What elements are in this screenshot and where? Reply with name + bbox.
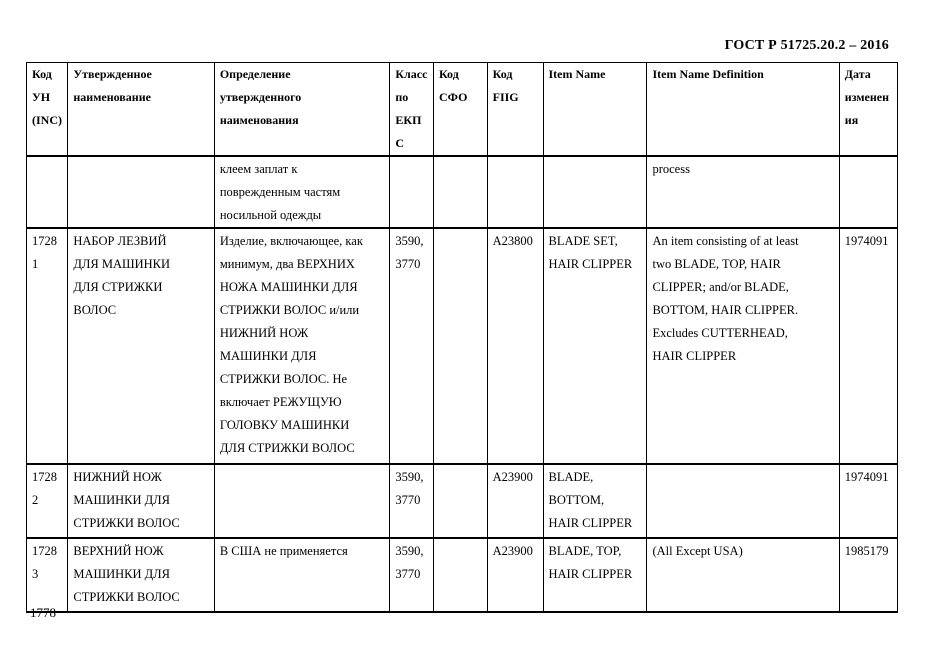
column-header-approved-name: Утвержденное наименование (68, 63, 214, 157)
cell-item-name-definition: An item consisting of at least two BLADE, TOP, HAIR CLIPPER; and/or BLADE, BOTTOM, HAIR CLIPPER. Excludes CUTTERHEAD, HAIR CLIPPER (647, 228, 839, 464)
cell-definition: В США не применяется (214, 538, 390, 612)
column-header-item-name-definition: Item Name Definition (647, 63, 839, 157)
cell-change-date: 1974091 (839, 464, 897, 538)
cell-change-date (839, 156, 897, 228)
cell-change-date: 1985179 (839, 538, 897, 612)
cell-sfo-code (433, 538, 487, 612)
cell-class: 3590, 3770 (390, 228, 434, 464)
page-number: 1778 (30, 605, 56, 620)
cell-item-name: BLADE, BOTTOM, HAIR CLIPPER (543, 464, 647, 538)
table-row (27, 156, 898, 228)
cell-item-name-definition: (All Except USA) (647, 538, 839, 612)
cell-fiig-code: A23900 (487, 464, 543, 538)
document-code-header: ГОСТ Р 51725.20.2 – 2016 (724, 38, 889, 53)
table-header-row (27, 63, 898, 157)
table-row (27, 228, 898, 464)
cell-fiig-code: A23900 (487, 538, 543, 612)
cell-fiig-code: A23800 (487, 228, 543, 464)
column-header-class: Класс по ЕКПС (390, 63, 434, 157)
cell-definition (214, 464, 390, 538)
table-row (27, 538, 898, 612)
cell-class: 3590, 3770 (390, 538, 434, 612)
cell-approved-name: НАБОР ЛЕЗВИЙ ДЛЯ МАШИНКИ ДЛЯ СТРИЖКИ ВОЛОС (68, 228, 214, 464)
cell-item-name: BLADE SET, HAIR CLIPPER (543, 228, 647, 464)
column-header-change-date: Дата изменен ия (839, 63, 897, 157)
table-row (27, 464, 898, 538)
cell-change-date: 1974091 (839, 228, 897, 464)
cell-fiig-code (487, 156, 543, 228)
column-header-fiig-code: Код FIIG (487, 63, 543, 157)
cell-sfo-code (433, 156, 487, 228)
cell-sfo-code (433, 228, 487, 464)
column-header-definition: Определение утвержденного наименования (214, 63, 390, 157)
cell-item-name: BLADE, TOP, HAIR CLIPPER (543, 538, 647, 612)
cell-inc: 17282 (27, 464, 68, 538)
cell-approved-name: НИЖНИЙ НОЖ МАШИНКИ ДЛЯ СТРИЖКИ ВОЛОС (68, 464, 214, 538)
cell-inc: 17283 (27, 538, 68, 612)
column-header-inc: Код УН (INC) (27, 63, 68, 157)
cell-item-name-definition (647, 464, 839, 538)
cell-item-name-definition: process (647, 156, 839, 228)
cell-class: 3590, 3770 (390, 464, 434, 538)
cell-sfo-code (433, 464, 487, 538)
column-header-sfo-code: Код СФО (433, 63, 487, 157)
cell-inc: 17281 (27, 228, 68, 464)
item-names-table (26, 62, 898, 613)
cell-class (390, 156, 434, 228)
cell-definition: Изделие, включающее, как минимум, два ВЕРХНИХ НОЖА МАШИНКИ ДЛЯ СТРИЖКИ ВОЛОС и/или НИЖНИЙ НОЖ МАШИНКИ ДЛЯ СТРИЖКИ ВОЛОС. Не включает РЕЖУЩУЮ ГОЛОВКУ МАШИНКИ ДЛЯ СТРИЖКИ ВОЛОС (214, 228, 390, 464)
cell-approved-name: ВЕРХНИЙ НОЖ МАШИНКИ ДЛЯ СТРИЖКИ ВОЛОС (68, 538, 214, 612)
cell-inc (27, 156, 68, 228)
column-header-item-name: Item Name (543, 63, 647, 157)
cell-definition: клеем заплат к поврежденным частям носильной одежды (214, 156, 390, 228)
cell-approved-name (68, 156, 214, 228)
cell-item-name (543, 156, 647, 228)
